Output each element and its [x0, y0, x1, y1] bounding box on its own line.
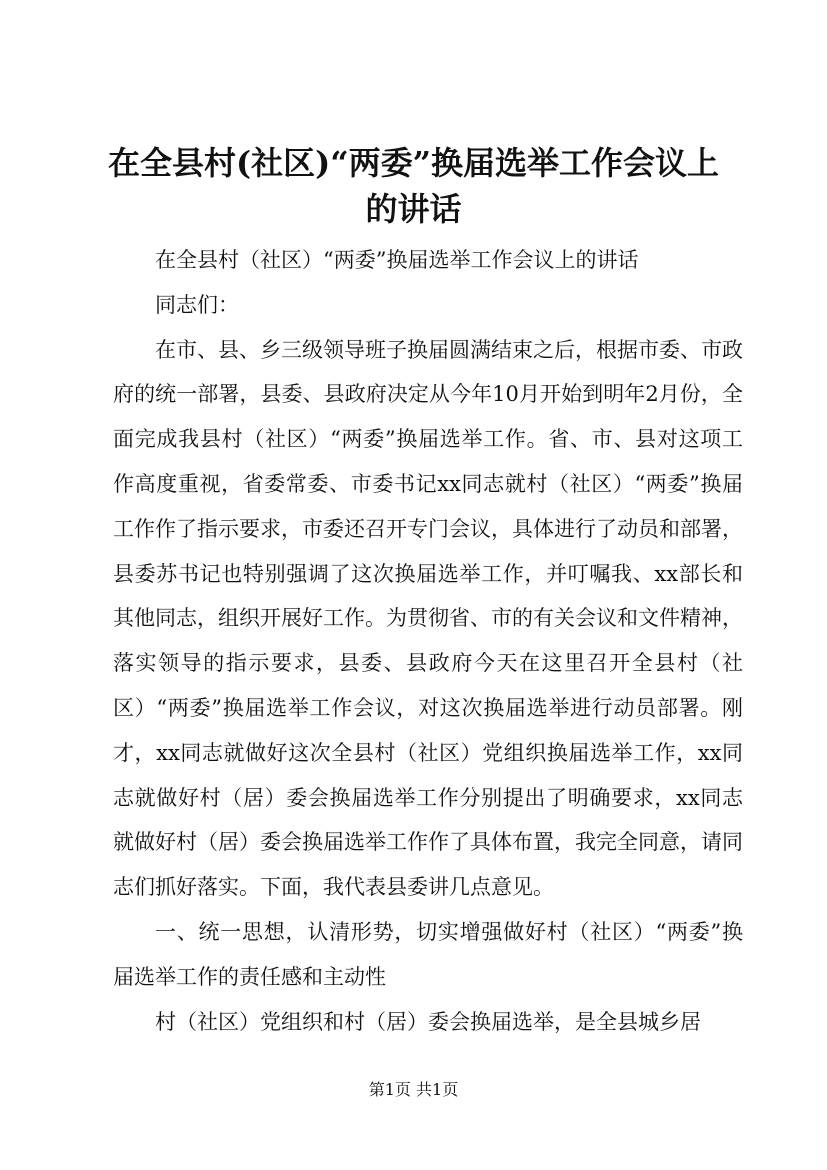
- paragraph-section-body: 村（社区）党组织和村（居）委会换届选举，是全县城乡居: [155, 1009, 701, 1034]
- paragraph-section-heading: 一、统一思想，认清形势，切实增强做好村（社区）“两委”换届选举工作的责任感和主动性: [113, 919, 743, 989]
- paragraph-salutation: 同志们：: [155, 292, 239, 317]
- page-footer: 第1页 共1页: [368, 1080, 459, 1099]
- document-body: [113, 238, 743, 1044]
- document-title: 在全县村(社区)“两委”换届选举工作会议上的讲话: [107, 144, 720, 228]
- paragraph-intro: 在市、县、乡三级领导班子换届圆满结束之后，根据市委、市政府的统一部署，县委、县政府决定从今年10月开始到明年2月份，全面完成我县村（社区）“两委”换届选举工作。省、市、县对这项工作高度重视，省委常委、市委书记xx同志就村（社区）“两委”换届工作作了指示要求，市委还召开专门会议，具体进行了动员和部署，县委苏书记也特别强调了这次换届选举工作，并叮嘱我、xx部长和其他同志，组织开展好工作。为贯彻省、市的有关会议和文件精神，落实领导的指示要求，县委、县政府今天在这里召开全县村（社区）“两委”换届选举工作会议，对这次换届选举进行动员部署。刚才，xx同志就做好这次全县村（社区）党组织换届选举工作，xx同志就做好村（居）委会换届选举工作分别提出了明确要求，xx同志就做好村（居）委会换届选举工作作了具体布置，我完全同意，请同志们抓好落实。下面，我代表县委讲几点意见。: [113, 337, 743, 900]
- paragraph-subtitle: 在全县村（社区）“两委”换届选举工作会议上的讲话: [155, 248, 639, 272]
